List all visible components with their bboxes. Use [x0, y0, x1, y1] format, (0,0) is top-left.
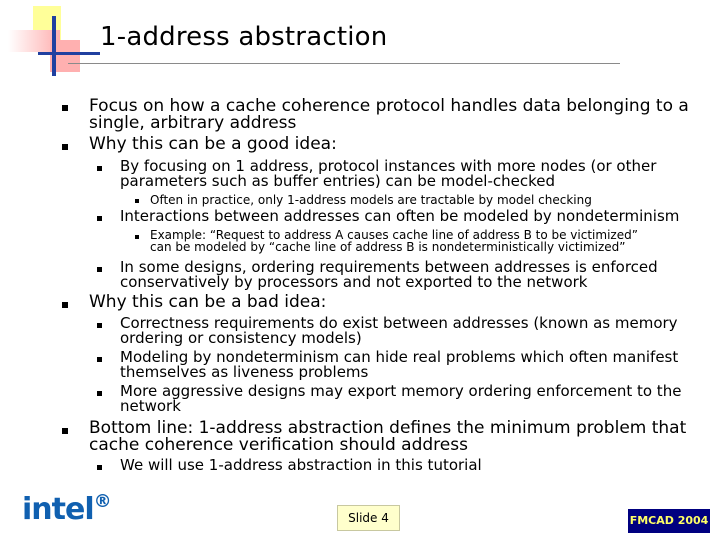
slide-title: 1-address abstraction — [100, 22, 388, 52]
bullet-marker — [62, 105, 68, 111]
bullet-l2-ordering: In some designs, ordering requirements between addresses is enforced conservatively by processors and not exported to the network — [120, 258, 658, 291]
bullet-l2-interactions: Interactions between addresses can often be modeled by nondeterminism — [120, 207, 680, 225]
bullet-marker — [97, 166, 102, 171]
bullet-l1-good-idea: Why this can be a good idea: — [89, 134, 337, 154]
conference-badge: FMCAD 2004 — [628, 509, 710, 533]
bullet-l2-tutorial: We will use 1-address abstraction in this tutorial — [120, 456, 482, 474]
bullet-marker — [62, 302, 68, 308]
bullet-marker — [97, 323, 102, 328]
intel-logo: intel® — [22, 491, 111, 527]
bullet-marker — [97, 216, 102, 221]
bullet-l2-one-address: By focusing on 1 address, protocol instances with more nodes (or other parameters such as buffer entries) can be model-checked — [120, 157, 657, 190]
bullet-marker — [97, 391, 102, 396]
bullet-marker — [97, 465, 102, 470]
bullet-marker — [135, 235, 139, 239]
bullet-marker — [97, 357, 102, 362]
bullet-l1-bad-idea: Why this can be a bad idea: — [89, 292, 327, 312]
bullet-marker — [97, 267, 102, 272]
bullet-l3-tractable: Often in practice, only 1-address models are tractable by model checking — [150, 193, 592, 207]
slide-number: Slide 4 — [337, 505, 400, 531]
corner-vertical-line — [52, 16, 56, 76]
bullet-l3-example: Example: “Request to address A causes cache line of address B to be victimized” can be modeled by “cache line of address B is nondeterministically victimized” — [150, 228, 638, 254]
bullet-marker — [135, 199, 139, 203]
bullet-l2-correctness: Correctness requirements do exist between addresses (known as memory ordering or consistency models) — [120, 314, 678, 347]
title-underline — [68, 63, 620, 64]
bullet-l2-aggressive: More aggressive designs may export memory ordering enforcement to the network — [120, 382, 682, 415]
bullet-l1-bottom-line: Bottom line: 1-address abstraction defines the minimum problem that cache coherence verification should address — [89, 418, 687, 455]
bullet-marker — [62, 144, 68, 150]
bullet-l2-modeling: Modeling by nondeterminism can hide real problems which often manifest themselves as liveness problems — [120, 348, 679, 381]
corner-horizontal-line — [38, 52, 100, 55]
bullet-l1-focus: Focus on how a cache coherence protocol handles data belonging to a single, arbitrary address — [89, 96, 689, 133]
bullet-marker — [62, 428, 68, 434]
